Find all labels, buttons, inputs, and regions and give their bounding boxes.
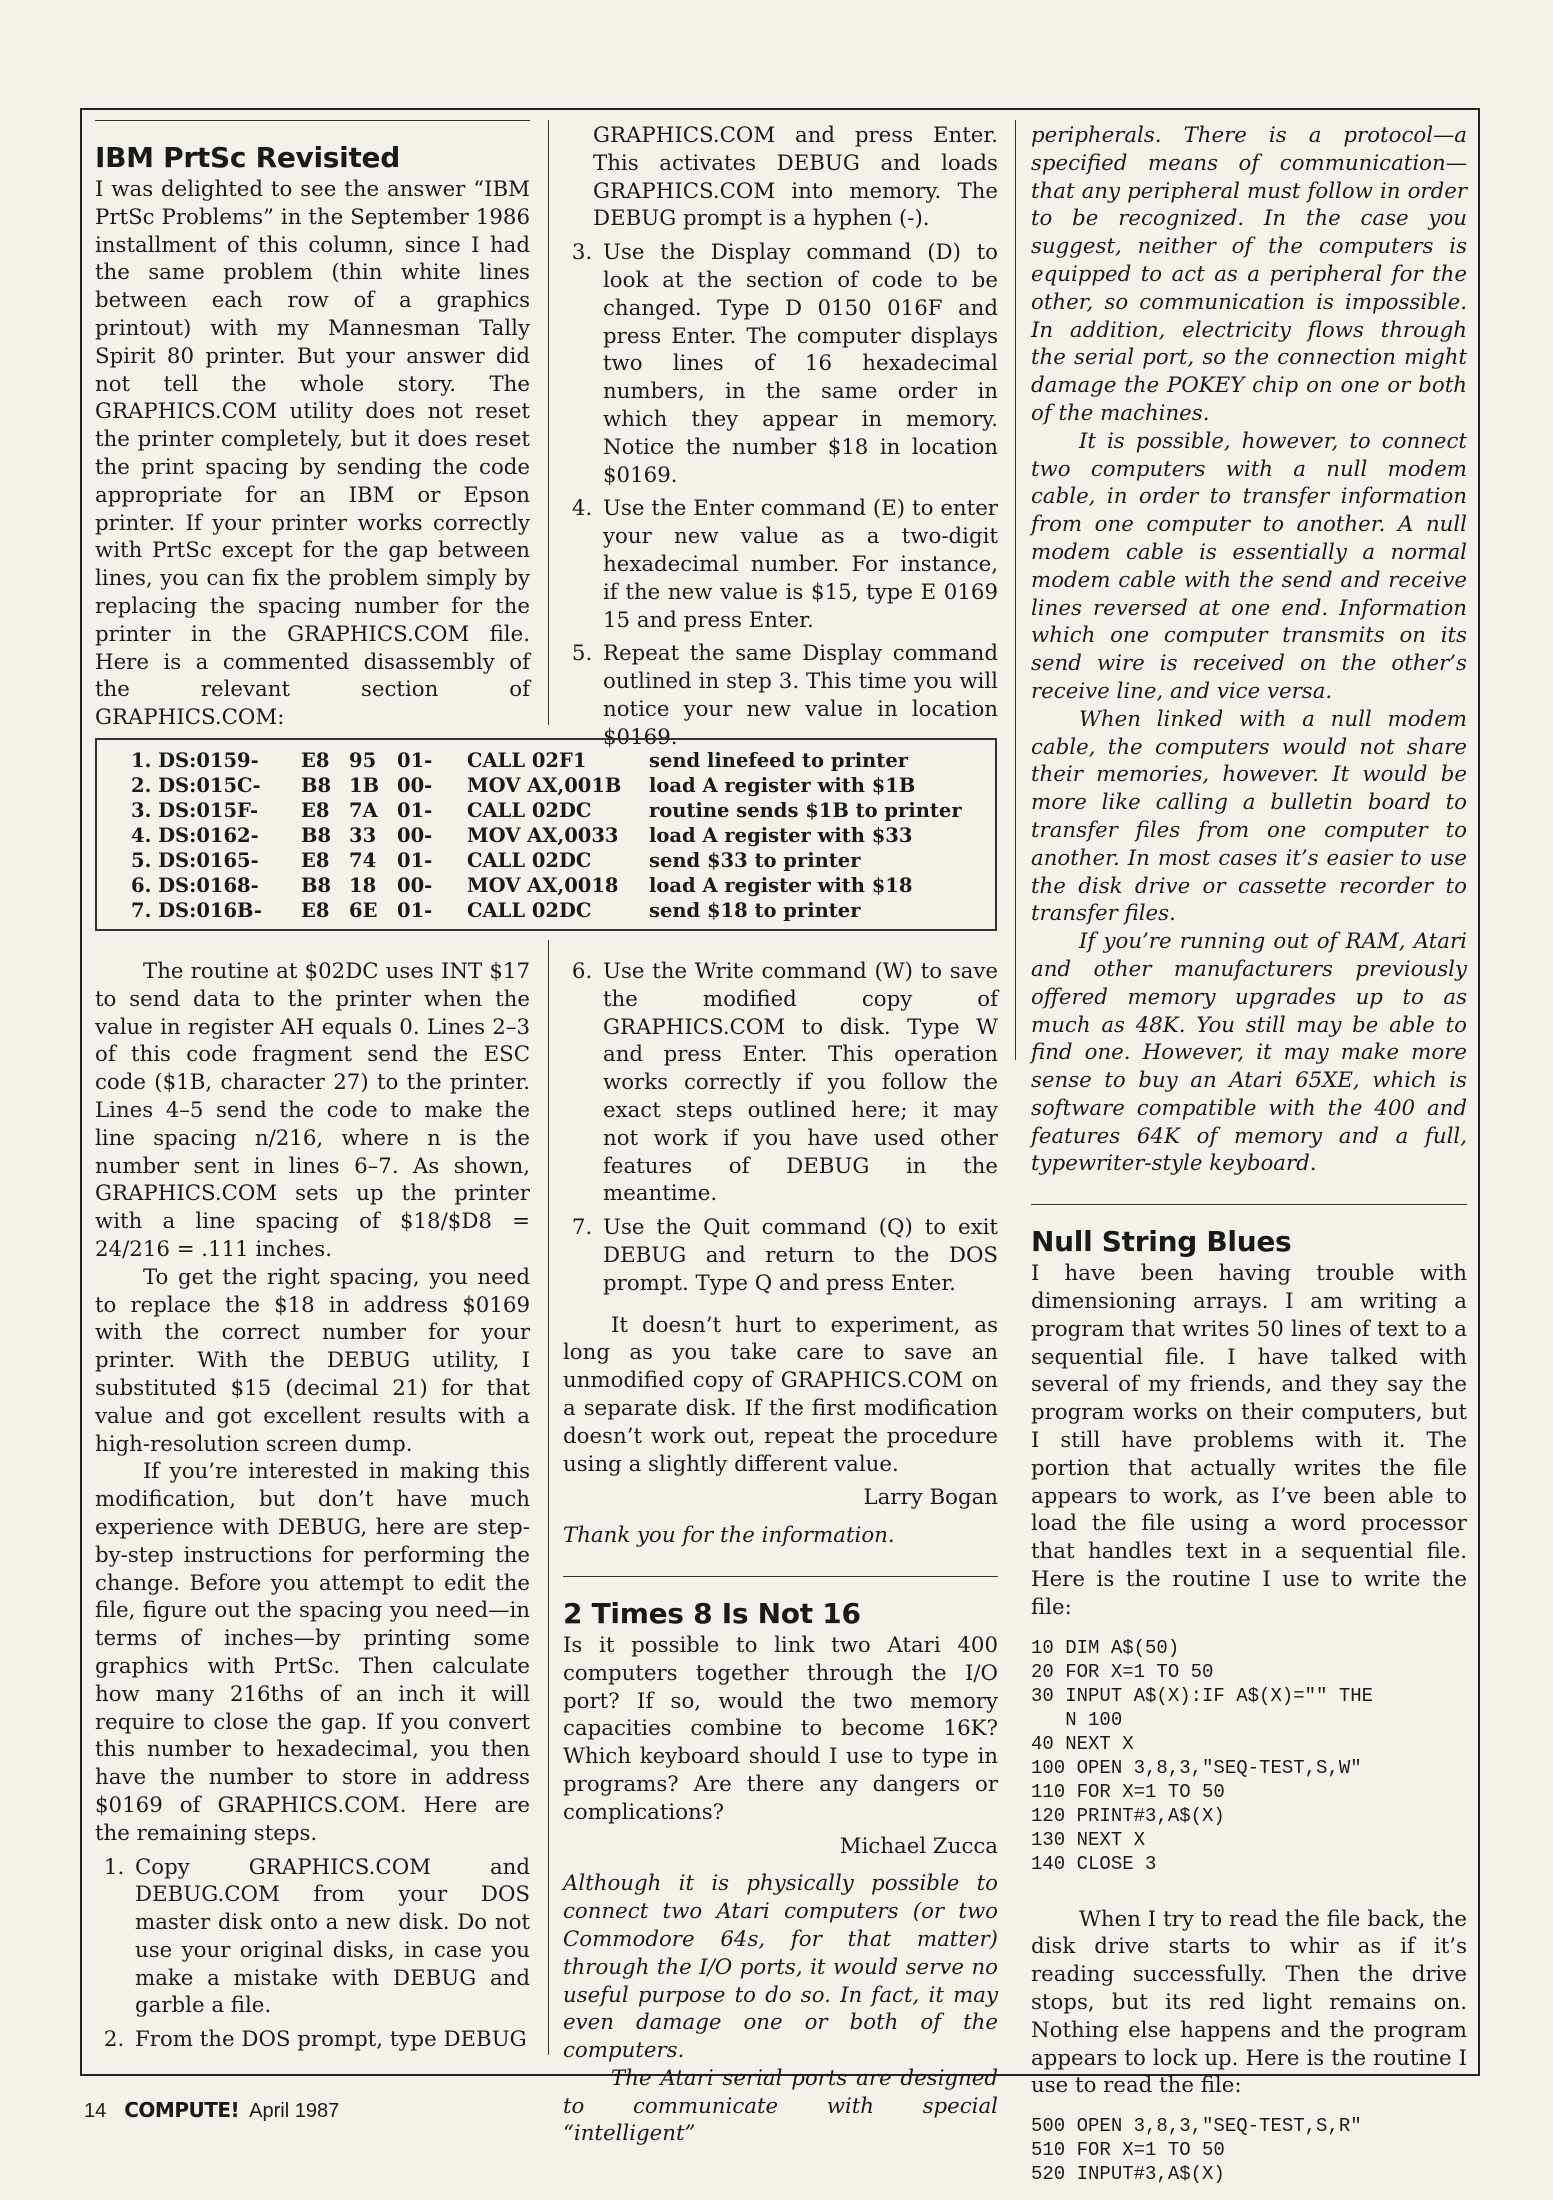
step-2: 2. From the DOS prompt, type DEBUG xyxy=(131,2026,530,2054)
cell-b1: E8 xyxy=(301,849,330,872)
cell-cmt: load A register with $1B xyxy=(649,774,916,797)
issue-date: April 1987 xyxy=(249,2100,340,2122)
reply-paragraph: When linked with a null modem cable, the computers would not share their memories, however. It would be more like calling a bulletin board to transfer files from one computer to another. In most cases it’s easier to use the disk drive or cassette recorder to transfer files. xyxy=(1031,706,1467,927)
article-title: 2 Times 8 Is Not 16 xyxy=(563,1596,861,1630)
cell-b3: 00- xyxy=(397,774,433,797)
column-3-top xyxy=(1031,122,1467,2200)
cell-b1: B8 xyxy=(301,874,332,897)
cell-b2: 1B xyxy=(349,774,380,797)
column-divider xyxy=(1015,120,1016,1060)
disassembly-row xyxy=(96,848,996,873)
cell-cmt: load A register with $33 xyxy=(649,824,913,847)
steps-list xyxy=(95,1854,530,2055)
cell-b1: E8 xyxy=(301,749,330,772)
signature: Michael Zucca xyxy=(839,1833,998,1859)
cell-b2: 74 xyxy=(349,849,377,872)
paragraph: I have been having trouble with dimensioning arrays. I am writing a program that writes 50 lines of text to a sequential file. I have talked with several of my friends, and they say the program works on their computers, but I still have problems with it. The portion that actually writes the file appears to work, as I’ve been able to load the file using a word processor that handles text in a sequential file. Here is the routine I use to write the file: xyxy=(1031,1261,1467,1620)
paragraph: It doesn’t hurt to experiment, as long as you take care to save an unmodified copy of GRAPHICS.COM on a separate disk. If the first modification doesn’t work out, repeat the procedure using a slightly different value. xyxy=(563,1312,998,1477)
step-5: 5. Repeat the same Display command outlined in step 3. This time you will notice your new value in location $0169. xyxy=(599,640,998,751)
cell-ins: CALL 02DC xyxy=(467,899,592,922)
disassembly-row xyxy=(96,823,996,848)
cell-ins: CALL 02DC xyxy=(467,849,592,872)
cell-cmt: send $33 to printer xyxy=(649,849,861,872)
cell-cmt: send linefeed to printer xyxy=(649,749,908,772)
cell-b1: B8 xyxy=(301,824,332,847)
cell-b1: E8 xyxy=(301,799,330,822)
column-divider xyxy=(548,120,549,725)
cell-b2: 7A xyxy=(349,799,378,822)
cell-b1: E8 xyxy=(301,899,330,922)
article-title: Null String Blues xyxy=(1031,1225,1292,1259)
paragraph: If you’re interested in making this modification, but don’t have much experience with DEBUG, here are step-by-step instructions for performing the change. Before you attempt to edit the file, figure out the spacing you need—in terms of inches—by printing some graphics with PrtSc. Then calculate how many 216ths of an inch it will require to close the gap. If you convert this number to hexadecimal, you then have the number to store in address $0169 of GRAPHICS.COM. Here are the remaining steps. xyxy=(95,1459,530,1846)
cell-n: 5. DS:0165- xyxy=(131,849,259,872)
disassembly-table xyxy=(95,738,997,931)
disassembly-row xyxy=(96,773,996,798)
cell-ins: CALL 02DC xyxy=(467,799,592,822)
page-footer xyxy=(84,2098,339,2123)
section-rule xyxy=(1031,1204,1467,1205)
editor-reply: Thank you for the information. xyxy=(563,1523,895,1549)
reply-paragraph: If you’re running out of RAM, Atari and other manufacturers previously offered memory upgrades up to as much as 48K. You still may be able to find one. However, it may make more sense to buy an Atari 65XE, which is software compatible with the 400 and features 64K of memory and a full, typewriter-style keyboard. xyxy=(1031,929,1467,1177)
cell-b2: 6E xyxy=(349,899,378,922)
cell-n: 6. DS:0168- xyxy=(131,874,259,897)
column-divider xyxy=(548,940,549,2055)
disassembly-row xyxy=(96,798,996,823)
code-listing: 10 DIM A$(50) 20 FOR X=1 TO 50 30 INPUT A$(X):IF A$(X)="" THE N 100 40 NEXT X 100 OPEN 3,8,3,"SEQ-TEST,S,W" 110 FOR X=1 TO 50 120 PRINT#3,A$(X) 130 NEXT X 140 CLOSE 3 xyxy=(1031,1636,1374,1875)
reply-continued: peripherals. There is a protocol—a specified means of communication—that any peripheral must follow in order to be recognized. In the case you suggest, neither of the computers is equipped to act as a peripheral for the other, so communication is impossible. In addition, electricity flows through the serial port, so the connection might damage the POKEY chip on one or both of the machines. xyxy=(1031,123,1467,426)
disassembly-row xyxy=(96,873,996,898)
cell-ins: MOV AX,0033 xyxy=(467,824,619,847)
cell-b3: 01- xyxy=(397,799,433,822)
section-rule xyxy=(563,1576,998,1577)
disassembly-row xyxy=(96,739,996,773)
cell-n: 4. DS:0162- xyxy=(131,824,259,847)
column-1 xyxy=(95,120,530,732)
cell-n: 2. DS:015C- xyxy=(131,774,261,797)
cell-b2: 95 xyxy=(349,749,377,772)
cell-b3: 01- xyxy=(397,749,433,772)
step-1: 1. Copy GRAPHICS.COM and DEBUG.COM from your DOS master disk onto a new disk. Do not use your original disks, in case you make a mistake with DEBUG and garble a file. xyxy=(131,1854,530,2021)
paragraph: When I try to read the file back, the disk drive starts to whir as if it’s reading successfully. Then the drive stops, but its red light remains on. Nothing else happens and the program appears to lock up. Here is the routine I use to read the file: xyxy=(1031,1906,1467,2099)
signature: Larry Bogan xyxy=(863,1485,998,1511)
cell-ins: MOV AX,0018 xyxy=(467,874,619,897)
article-title: IBM PrtSc Revisited xyxy=(95,141,400,174)
cell-b2: 33 xyxy=(349,824,377,847)
paragraph: Is it possible to link two Atari 400 computers together through the I/O port? If so, would the two memory capacities combine to become 16K? Which keyboard should I use to type in programs? Are there any dangers or complications? xyxy=(563,1632,998,1825)
step-4: 4. Use the Enter command (E) to enter your new value as a two-digit hexadecimal number. For instance, if the new value is $15, type E 0169 15 and press Enter. xyxy=(599,495,998,634)
cell-cmt: send $18 to printer xyxy=(649,899,861,922)
cell-b3: 01- xyxy=(397,849,433,872)
cell-ins: MOV AX,001B xyxy=(467,774,622,797)
paragraph: I was delighted to see the answer “IBM PrtSc Problems” in the September 1986 installment of this column, since I had the same problem (thin white lines between each row of a graphics printout) with my Mannesman Tally Spirit 80 printer. But your answer did not tell the whole story. The GRAPHICS.COM utility does not reset the printer completely, but it does reset the print spacing by sending the code appropriate for an IBM or Epson printer. If your printer works correctly with PrtSc except for the gap between lines, you can fix the problem simply by replacing the spacing number for the printer in the GRAPHICS.COM file. Here is a commented disassembly of the relevant section of GRAPHICS.COM: xyxy=(95,177,530,731)
reply-paragraph: It is possible, however, to connect two computers with a null modem cable, in order to transfer information from one computer to another. A null modem cable is essentially a normal modem cable with the send and receive lines reversed at one end. Information which one computer transmits on its send wire is received on the other’s receive line, and vice versa. xyxy=(1031,428,1467,704)
code-listing: 500 OPEN 3,8,3,"SEQ-TEST,S,R" 510 FOR X=1 TO 50 520 INPUT#3,A$(X) xyxy=(1031,2115,1362,2186)
disassembly-row xyxy=(96,898,996,930)
cell-n: 1. DS:0159- xyxy=(131,749,259,772)
paragraph: The routine at $02DC uses INT $17 to send data to the printer when the value in register AH equals 0. Lines 2–3 of this code fragment send the ESC code ($1B, character 27) to the printer. Lines 4–5 send the code to make the line spacing n/216, where n is the number sent in lines 6–7. As shown, GRAPHICS.COM sets up the printer with a line spacing of $18/$D8 = 24/216 = .111 inches. xyxy=(95,959,530,1262)
step-7: 7. Use the Quit command (Q) to exit DEBUG and return to the DOS prompt. Type Q and press Enter. xyxy=(599,1214,998,1297)
steps-list xyxy=(563,239,998,751)
cell-b3: 01- xyxy=(397,899,433,922)
column-2-top xyxy=(563,122,998,758)
cell-b2: 18 xyxy=(349,874,377,897)
cell-b1: B8 xyxy=(301,774,332,797)
steps-list xyxy=(563,958,998,1298)
paragraph: To get the right spacing, you need to replace the $18 in address $0169 with the correct number for your printer. With the DEBUG utility, I substituted $15 (decimal 21) for that value and got excellent results with a high-resolution screen dump. xyxy=(95,1264,530,1457)
cell-b3: 00- xyxy=(397,824,433,847)
step-2-continued: GRAPHICS.COM and press Enter. This activates DEBUG and loads GRAPHICS.COM into memory. The DEBUG prompt is a hyphen (-). xyxy=(593,123,998,232)
step-6: 6. Use the Write command (W) to save the modified copy of GRAPHICS.COM to disk. Type W and press Enter. This operation works correctly if you follow the exact steps outlined here; it may not work if you have used other features of DEBUG in the meantime. xyxy=(599,958,998,1208)
cell-n: 3. DS:015F- xyxy=(131,799,259,822)
cell-n: 7. DS:016B- xyxy=(131,899,262,922)
column-1-bottom xyxy=(95,958,530,2060)
column-2-bottom xyxy=(563,958,998,2148)
step-3: 3. Use the Display command (D) to look at the section of code to be changed. Type D 0150 016F and press Enter. The computer displays two lines of 16 hexadecimal numbers, in the same order in which they appear in memory. Notice the number $18 in location $0169. xyxy=(599,239,998,489)
section-rule xyxy=(95,120,530,121)
reply-paragraph: The Atari serial ports are designed to communicate with special “intelligent” xyxy=(563,2065,998,2147)
magazine-name: COMPUTE! xyxy=(124,2098,240,2122)
cell-b3: 00- xyxy=(397,874,433,897)
reply-paragraph: Although it is physically possible to connect two Atari computers (or two Commodore 64s, for that matter) through the I/O ports, it would serve no useful purpose to do so. In fact, it may even damage one or both of the computers. xyxy=(563,1871,998,2064)
page-number: 14 xyxy=(84,2100,107,2122)
cell-cmt: routine sends $1B to printer xyxy=(649,799,962,822)
cell-cmt: load A register with $18 xyxy=(649,874,913,897)
cell-ins: CALL 02F1 xyxy=(467,749,587,772)
